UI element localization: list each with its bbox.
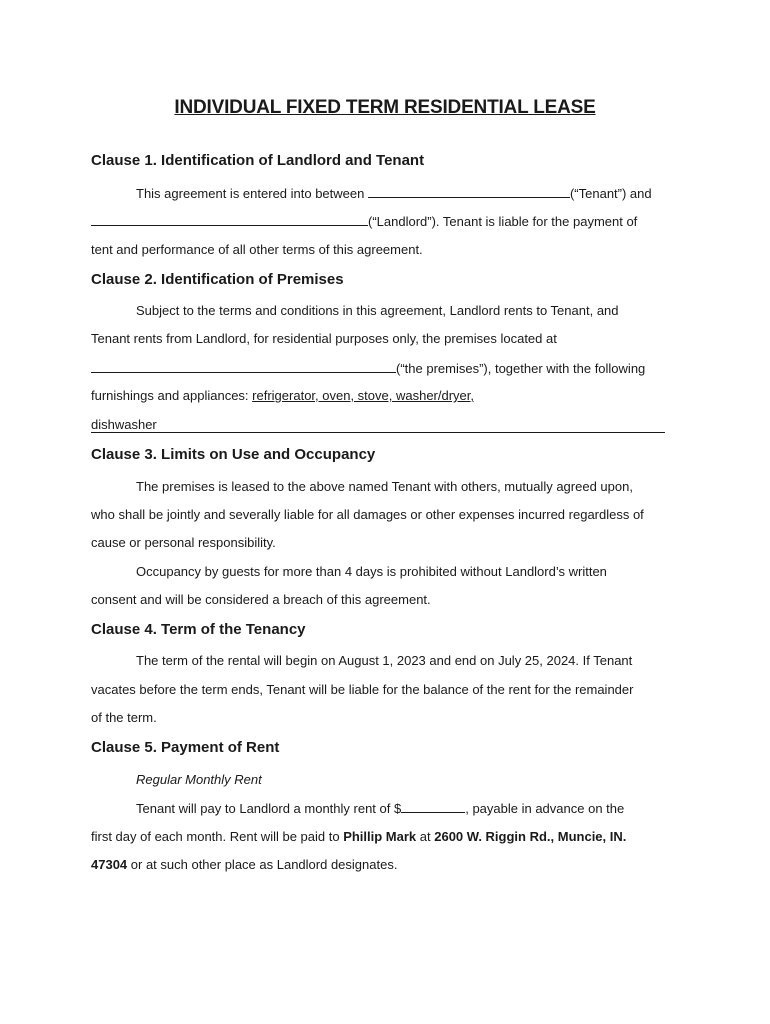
tenant-name-field[interactable]: [368, 185, 570, 198]
clause-5-at-label: at: [416, 829, 435, 844]
clause-3-line-3: cause or personal responsibility.: [91, 535, 276, 550]
payee-address: 2600 W. Riggin Rd., Muncie, IN.: [434, 829, 627, 844]
clause-2-line-3: [91, 360, 645, 377]
clause-5-rent-label: Tenant will pay to Landlord a monthly rent of $: [136, 801, 402, 816]
clause-5-subheading: Regular Monthly Rent: [136, 772, 262, 787]
clause-1-line-3: tent and performance of all other terms of this agreement.: [91, 242, 423, 257]
clause-2-line-4: [91, 388, 474, 404]
clause-3-line-5: consent and will be considered a breach of this agreement.: [91, 592, 431, 607]
clause-2-premises-label: (“the premises”), together with the following: [396, 361, 646, 376]
clause-5-heading: Clause 5. Payment of Rent: [91, 739, 280, 756]
clause-2-line-5: [91, 417, 665, 433]
clause-4-line-2: vacates before the term ends, Tenant will be liable for the balance of the rent for the remainder: [91, 682, 634, 697]
document-title: INDIVIDUAL FIXED TERM RESIDENTIAL LEASE: [174, 97, 596, 118]
clause-2-line-1: Subject to the terms and conditions in this agreement, Landlord rents to Tenant, and: [136, 303, 619, 318]
clause-2-furnishings-label: furnishings and appliances:: [91, 388, 253, 403]
monthly-rent-field[interactable]: [401, 800, 465, 813]
clause-5-advance-label: , payable in advance on the: [465, 801, 625, 816]
clause-5-line-1: [136, 800, 624, 817]
clause-3-line-1: The premises is leased to the above named Tenant with others, mutually agreed upon,: [136, 479, 633, 494]
clause-4-heading: Clause 4. Term of the Tenancy: [91, 621, 306, 638]
clause-1-heading: Clause 1. Identification of Landlord and Tenant: [91, 152, 425, 169]
clause-2-heading: Clause 2. Identification of Premises: [91, 271, 344, 288]
clause-4-line-3: of the term.: [91, 710, 157, 725]
landlord-name-field[interactable]: [91, 213, 368, 226]
clause-5-line-3: [91, 857, 397, 873]
clause-3-line-4: Occupancy by guests for more than 4 days is prohibited without Landlord’s written: [136, 564, 607, 579]
clause-5-line-2: [91, 829, 626, 845]
clause-3-heading: Clause 3. Limits on Use and Occupancy: [91, 446, 376, 463]
premises-address-field[interactable]: [91, 360, 396, 373]
furnishings-list: refrigerator, oven, stove, washer/dryer,: [252, 388, 474, 403]
clause-1-landlord-label: (“Landlord”). Tenant is liable for the payment of: [368, 214, 638, 229]
clause-5-paid-to-label: first day of each month. Rent will be paid to: [91, 829, 344, 844]
clause-2-line-2: Tenant rents from Landlord, for residential purposes only, the premises located at: [91, 331, 557, 346]
clause-1-line-1: [136, 185, 652, 202]
clause-3-line-2: who shall be jointly and severally liable for all damages or other expenses incurred regardless of: [91, 507, 644, 522]
clause-1-tenant-label: (“Tenant”) and: [569, 186, 652, 201]
payee-zip: 47304: [91, 857, 128, 872]
payee-name: Phillip Mark: [343, 829, 417, 844]
clause-4-line-1: The term of the rental will begin on August 1, 2023 and end on July 25, 2024. If Tenant: [136, 653, 633, 668]
clause-5-designates-label: or at such other place as Landlord designates.: [127, 857, 398, 872]
clause-1-line-1-text: This agreement is entered into between: [136, 186, 368, 201]
clause-1-line-2: [91, 213, 637, 230]
furnishings-list-continued: dishwasher: [91, 417, 157, 432]
